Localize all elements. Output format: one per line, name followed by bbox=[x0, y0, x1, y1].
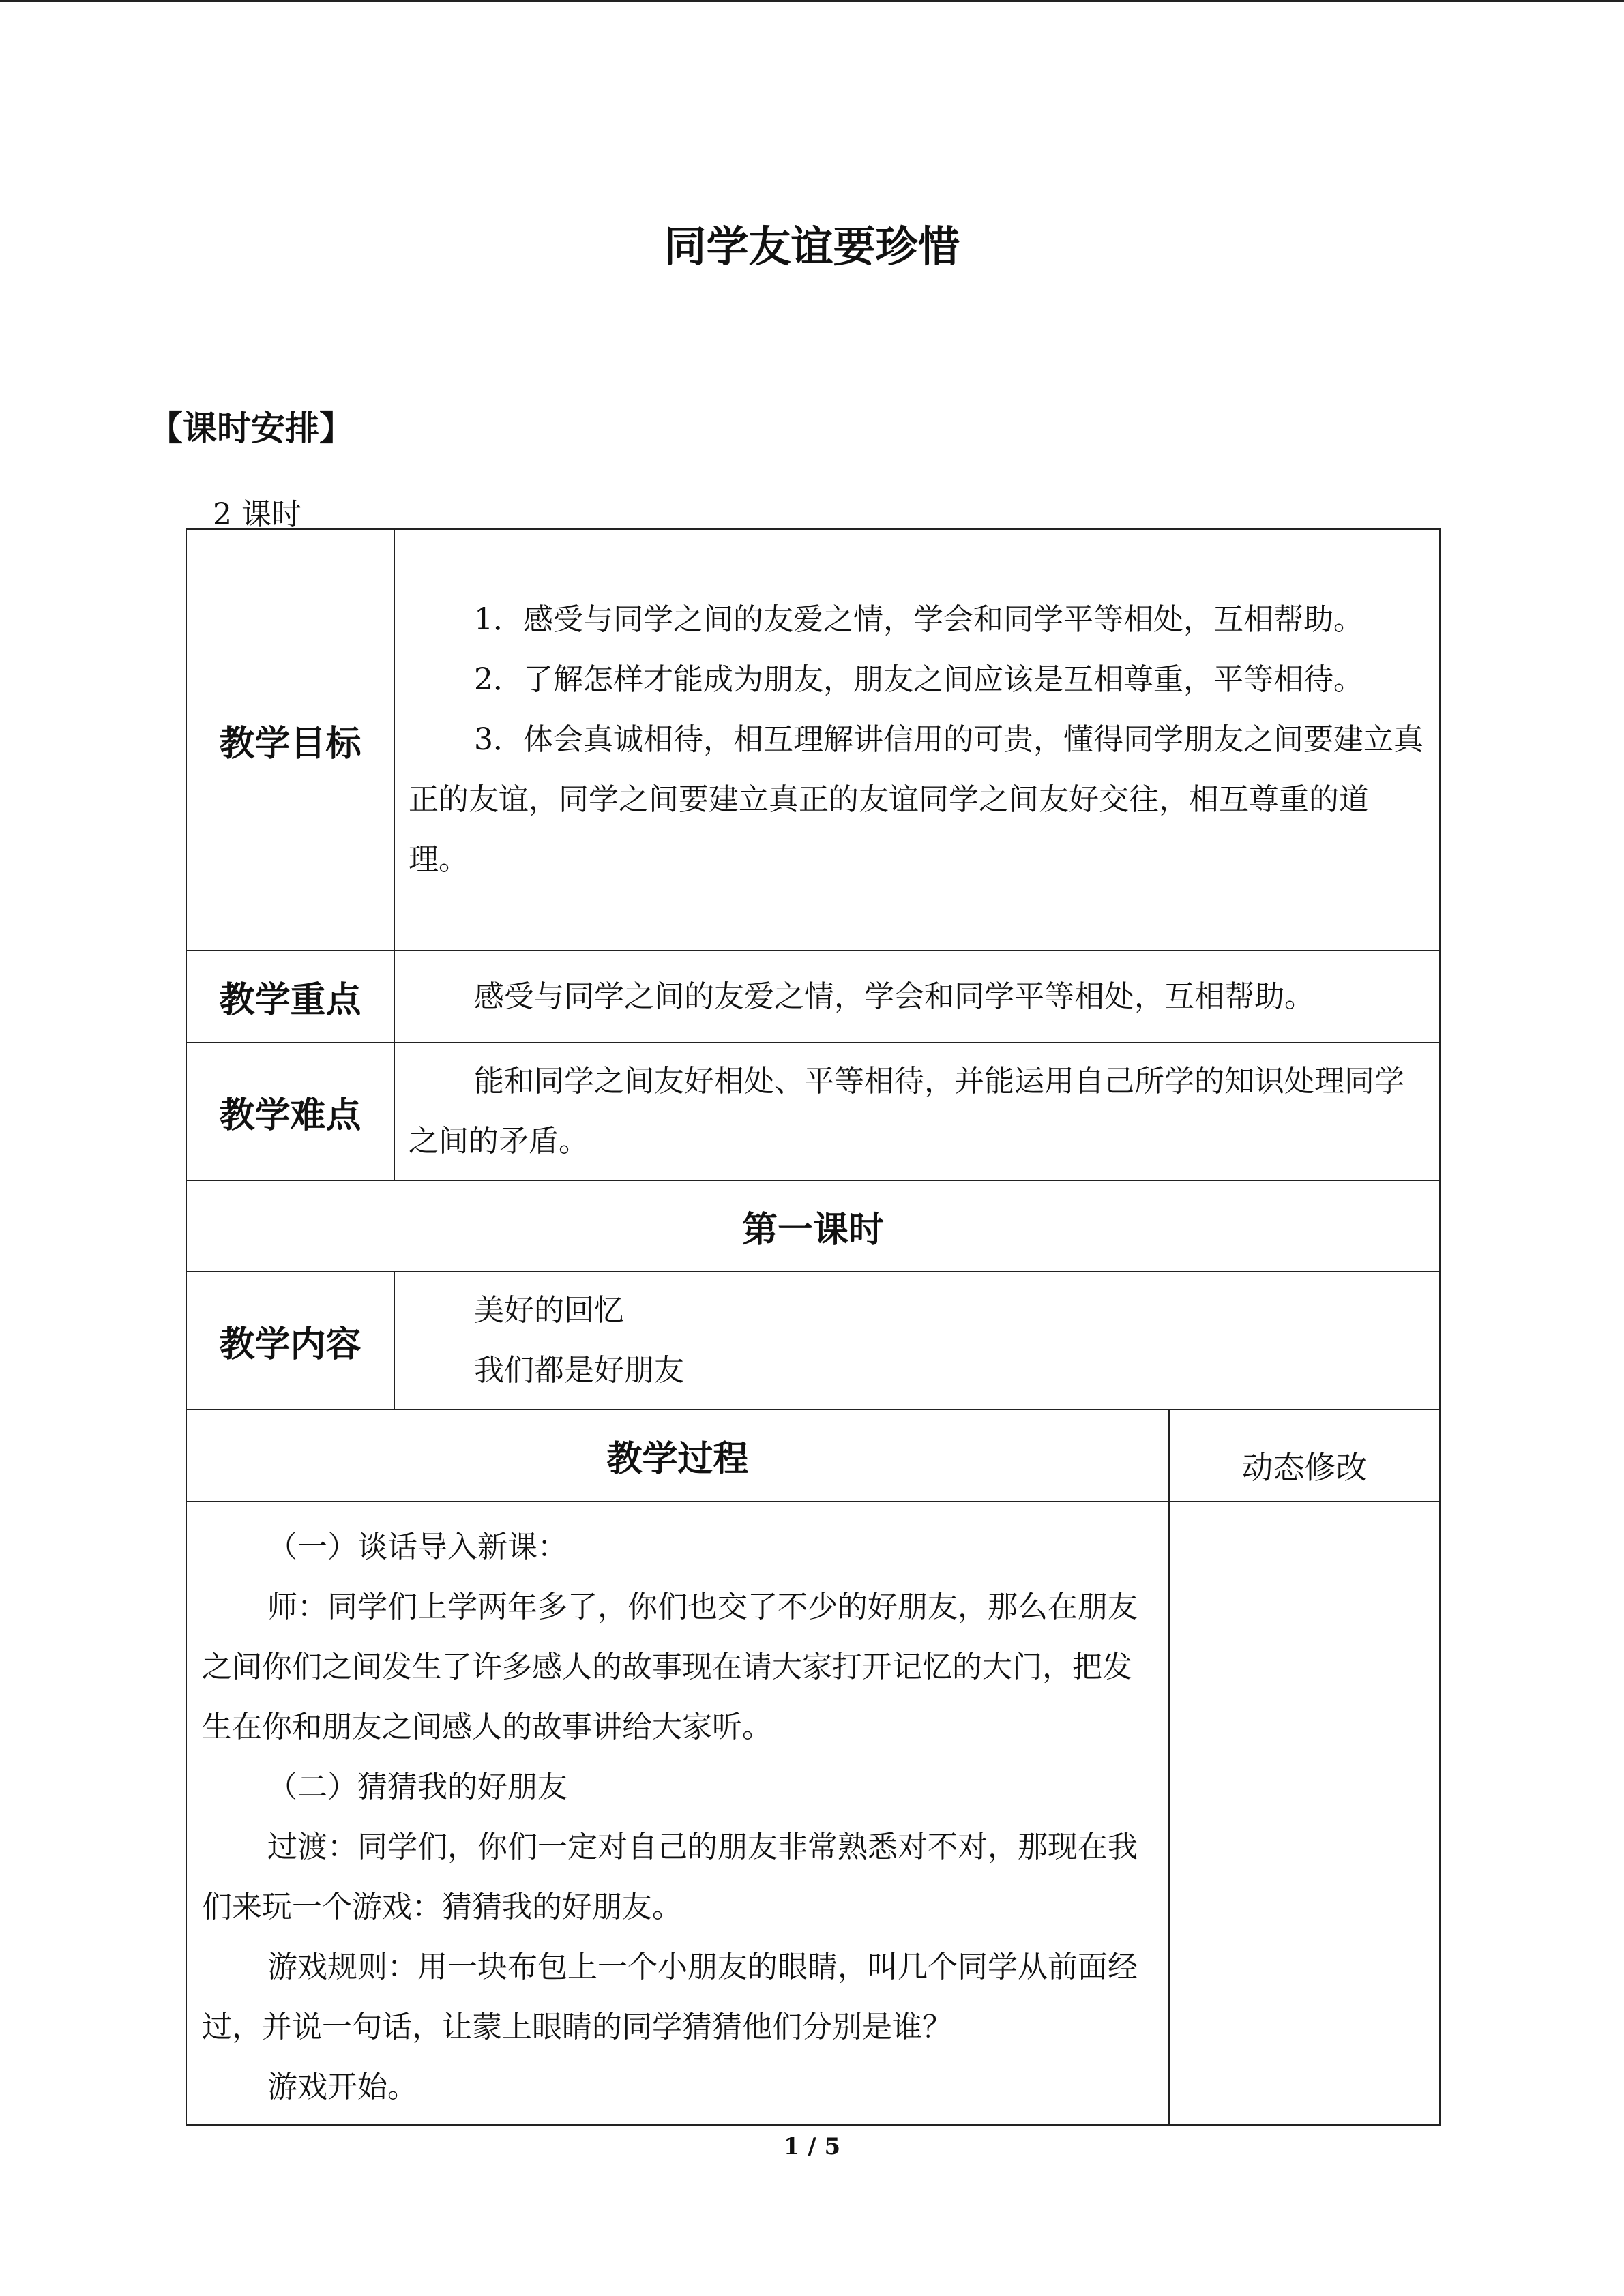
content-cell bbox=[394, 1272, 1440, 1410]
process-header-row bbox=[186, 1410, 1440, 1502]
objective-item: 1．感受与同学之间的友爱之情，学会和同学平等相处，互相帮助。 bbox=[474, 602, 1363, 637]
difficulties-label: 教学难点 bbox=[186, 1043, 394, 1180]
dynamic-notes-cell bbox=[1169, 1502, 1440, 2125]
process-paragraph: 师：同学们上学两年多了，你们也交了不少的好朋友，那么在朋友之间你们之间发生了许多感人的故事现在请大家打开记忆的大门，把发生在你和朋友之间感人的故事讲给大家听。 bbox=[202, 1590, 1138, 1744]
objectives-label: 教学目标 bbox=[186, 529, 394, 951]
content-item: 我们都是好朋友 bbox=[474, 1353, 684, 1388]
document-title: 同学友谊要珍惜 bbox=[664, 222, 960, 271]
first-lesson-row bbox=[186, 1180, 1440, 1272]
key-points-text: 感受与同学之间的友爱之情，学会和同学平等相处，互相帮助。 bbox=[474, 979, 1314, 1014]
process-paragraph: 过渡：同学们，你们一定对自己的朋友非常熟悉对不对，那现在我们来玩一个游戏：猜猜我的好朋友。 bbox=[202, 1830, 1138, 1924]
lesson-plan-table bbox=[186, 528, 1441, 2126]
objectives-row bbox=[186, 529, 1440, 951]
process-paragraph: （一）谈话导入新课： bbox=[267, 1530, 567, 1564]
difficulties-text: 能和同学之间友好相处、平等相待，并能运用自己所学的知识处理同学之间的矛盾。 bbox=[409, 1064, 1404, 1159]
hours-text: 2 课时 bbox=[213, 497, 301, 532]
key-points-cell bbox=[394, 951, 1440, 1043]
first-lesson-heading: 第一课时 bbox=[186, 1180, 1440, 1272]
page-number: 1 / 5 bbox=[783, 2133, 841, 2160]
content-row bbox=[186, 1272, 1440, 1410]
objectives-cell bbox=[394, 529, 1440, 951]
content-label: 教学内容 bbox=[186, 1272, 394, 1410]
process-header: 教学过程 bbox=[186, 1410, 1169, 1502]
dynamic-header: 动态修改 bbox=[1169, 1410, 1440, 1502]
section-heading: 【课时安排】 bbox=[149, 408, 353, 448]
content-item: 美好的回忆 bbox=[474, 1293, 624, 1328]
top-border-line bbox=[0, 0, 1624, 2]
process-paragraph: （二）猜猜我的好朋友 bbox=[267, 1770, 567, 1804]
difficulties-cell bbox=[394, 1043, 1440, 1180]
objective-item: 2．了解怎样才能成为朋友，朋友之间应该是互相尊重，平等相待。 bbox=[474, 662, 1363, 697]
key-points-row bbox=[186, 951, 1440, 1043]
objective-item: 3．体会真诚相待，相互理解讲信用的可贵，懂得同学朋友之间要建立真正的友谊，同学之间要建立真正的友谊同学之间友好交往，相互尊重的道理。 bbox=[409, 722, 1423, 877]
process-cell bbox=[186, 1502, 1169, 2125]
process-paragraph: 游戏开始。 bbox=[267, 2070, 417, 2104]
process-row bbox=[186, 1502, 1440, 2125]
process-paragraph: 游戏规则：用一块布包上一个小朋友的眼睛，叫几个同学从前面经过，并说一句话，让蒙上眼睛的同学猜猜他们分别是谁？ bbox=[202, 1950, 1138, 2044]
key-points-label: 教学重点 bbox=[186, 951, 394, 1043]
difficulties-row bbox=[186, 1043, 1440, 1180]
